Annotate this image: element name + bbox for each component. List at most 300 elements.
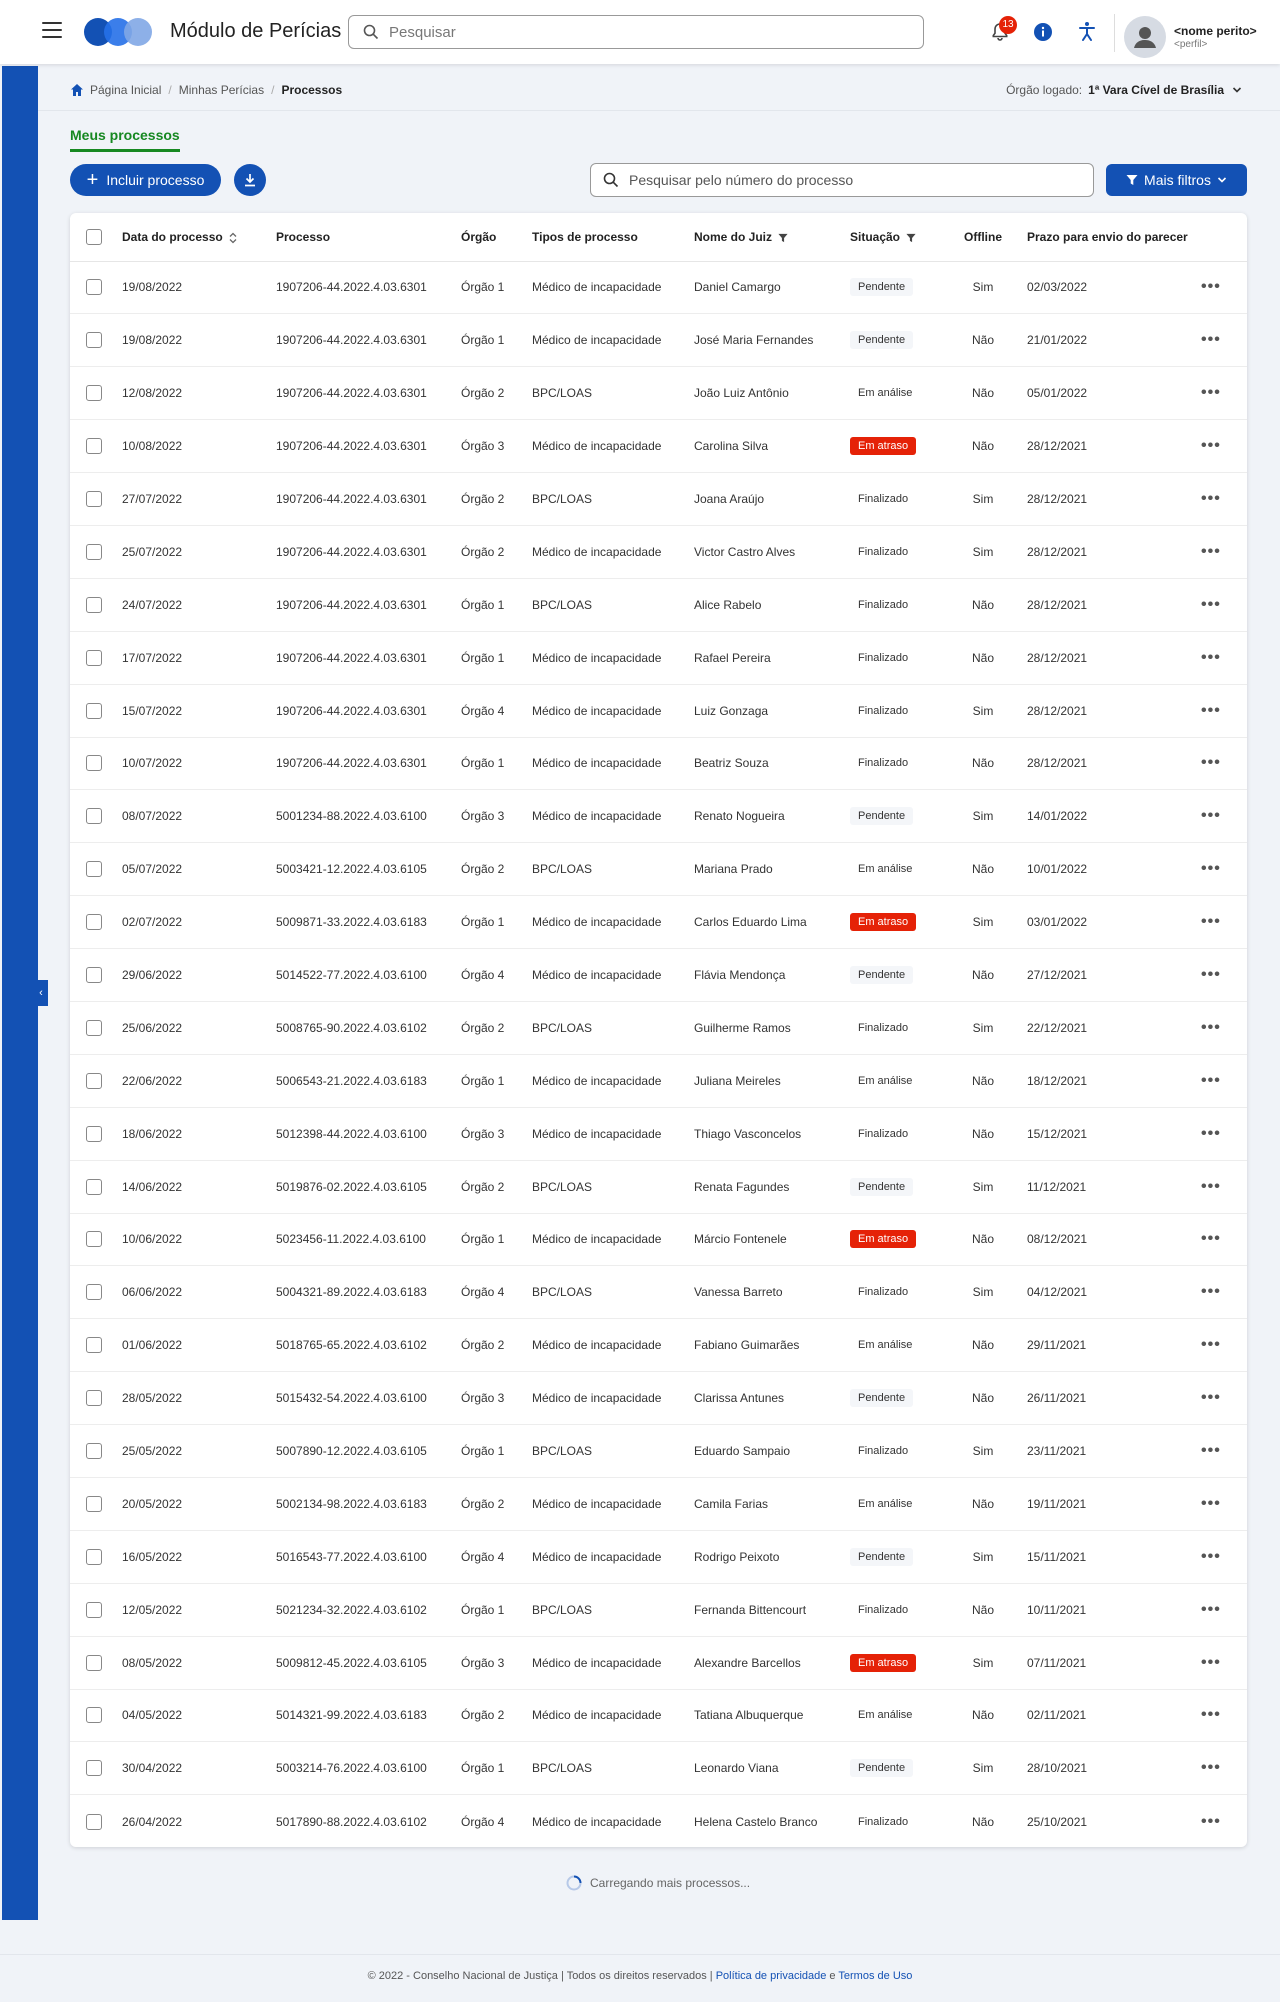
cell-processo: 1907206-44.2022.4.03.6301 — [276, 631, 461, 684]
cell-processo: 5021234-32.2022.4.03.6102 — [276, 1583, 461, 1636]
cell-offline: Não — [951, 631, 1015, 684]
accessibility-icon[interactable] — [1076, 20, 1098, 42]
cell-juiz: Renata Fagundes — [694, 1160, 850, 1213]
cell-offline: Não — [951, 1372, 1015, 1425]
cell-prazo: 05/01/2022 — [1015, 367, 1201, 420]
cell-orgao: Órgão 3 — [461, 1636, 532, 1689]
table-row[interactable] — [70, 1319, 1247, 1372]
cell-orgao: Órgão 2 — [461, 1319, 532, 1372]
col-processo: Processo — [276, 213, 461, 261]
cell-juiz: Tatiana Albuquerque — [694, 1689, 850, 1742]
more-horizontal-icon[interactable]: ••• — [1201, 331, 1221, 349]
status-badge: Em análise — [858, 1074, 913, 1087]
cell-offline: Não — [951, 737, 1015, 790]
table-row[interactable] — [70, 1107, 1247, 1160]
status-badge: Finalizado — [858, 1021, 909, 1034]
status-badge: Pendente — [850, 1389, 913, 1407]
cell-tipo: Médico de incapacidade — [532, 684, 694, 737]
cell-tipo: BPC/LOAS — [532, 1425, 694, 1478]
status-badge: Em análise — [858, 863, 913, 876]
orgao-selector[interactable] — [1006, 83, 1242, 97]
cell-data: 29/06/2022 — [122, 949, 276, 1002]
cell-offline: Sim — [951, 1530, 1015, 1583]
breadcrumb-separator: / — [168, 83, 172, 97]
cell-processo: 5019876-02.2022.4.03.6105 — [276, 1160, 461, 1213]
info-icon[interactable] — [1034, 23, 1052, 41]
row-checkbox[interactable] — [86, 1602, 102, 1618]
table-row[interactable] — [70, 1583, 1247, 1636]
table-row[interactable] — [70, 737, 1247, 790]
more-horizontal-icon[interactable]: ••• — [1201, 1812, 1221, 1830]
cell-prazo: 28/12/2021 — [1015, 473, 1201, 526]
cell-tipo: BPC/LOAS — [532, 1160, 694, 1213]
table-row[interactable] — [70, 1266, 1247, 1319]
more-horizontal-icon[interactable]: ••• — [1201, 1759, 1221, 1777]
table-row[interactable] — [70, 525, 1247, 578]
table-row[interactable] — [70, 1425, 1247, 1478]
privacy-link[interactable]: Política de privacidade — [715, 1970, 827, 1982]
table-row[interactable] — [70, 1372, 1247, 1425]
cell-offline: Sim — [951, 1742, 1015, 1795]
cell-orgao: Órgão 3 — [461, 790, 532, 843]
cell-offline: Não — [951, 1319, 1015, 1372]
cell-prazo: 28/12/2021 — [1015, 631, 1201, 684]
table-row[interactable] — [70, 1001, 1247, 1054]
breadcrumb — [70, 83, 342, 97]
more-horizontal-icon[interactable]: ••• — [1201, 490, 1221, 507]
cell-tipo: Médico de incapacidade — [532, 1054, 694, 1107]
row-checkbox[interactable] — [86, 1020, 102, 1036]
cell-data: 19/08/2022 — [122, 261, 276, 314]
tab-meus-processos[interactable]: Meus processos — [70, 127, 180, 152]
cell-prazo: 18/12/2021 — [1015, 1054, 1201, 1107]
chevron-down-icon[interactable] — [1232, 85, 1242, 95]
status-badge: Finalizado — [858, 493, 909, 505]
cell-processo: 1907206-44.2022.4.03.6301 — [276, 473, 461, 526]
cell-tipo: BPC/LOAS — [532, 367, 694, 420]
cell-juiz: Eduardo Sampaio — [694, 1425, 850, 1478]
footer — [0, 1970, 1280, 1982]
cell-orgao: Órgão 2 — [461, 1477, 532, 1530]
row-checkbox[interactable] — [86, 1179, 102, 1195]
cell-processo: 5018765-65.2022.4.03.6102 — [276, 1319, 461, 1372]
cell-orgao: Órgão 2 — [461, 1160, 532, 1213]
cell-processo: 5017890-88.2022.4.03.6102 — [276, 1814, 427, 1829]
cell-juiz: Mariana Prado — [694, 843, 850, 896]
cell-data: 25/05/2022 — [122, 1425, 276, 1478]
cell-offline: Não — [951, 1477, 1015, 1530]
row-checkbox[interactable] — [86, 1760, 102, 1776]
more-horizontal-icon[interactable]: ••• — [1201, 1336, 1221, 1354]
more-filters-button[interactable] — [1106, 164, 1247, 196]
cell-processo: 5003214-76.2022.4.03.6100 — [276, 1742, 461, 1795]
cell-juiz: João Luiz Antônio — [694, 367, 850, 420]
cell-offline: Sim — [951, 896, 1015, 949]
home-icon[interactable] — [70, 83, 84, 97]
cell-offline: Não — [951, 1213, 1015, 1266]
cell-juiz: Alexandre Barcellos — [694, 1636, 850, 1689]
row-checkbox[interactable] — [86, 1814, 102, 1830]
row-checkbox[interactable] — [86, 967, 102, 983]
cell-orgao: Órgão 2 — [461, 525, 532, 578]
more-horizontal-icon[interactable]: ••• — [1201, 1653, 1221, 1671]
cell-juiz: Leonardo Viana — [694, 1742, 850, 1795]
row-checkbox[interactable] — [86, 544, 102, 560]
more-horizontal-icon[interactable]: ••• — [1201, 595, 1221, 613]
breadcrumb-separator: / — [271, 83, 275, 97]
cell-tipo: Médico de incapacidade — [532, 261, 694, 314]
row-checkbox[interactable] — [86, 1231, 102, 1247]
cell-offline: Não — [951, 420, 1015, 473]
more-horizontal-icon[interactable]: ••• — [1201, 1124, 1221, 1142]
cell-data: 25/07/2022 — [122, 525, 276, 578]
col-data-processo[interactable] — [122, 213, 276, 261]
footer-and: e — [826, 1970, 839, 1982]
cell-orgao: Órgão 4 — [461, 1814, 505, 1829]
user-name[interactable]: <nome perito> — [1174, 24, 1257, 38]
cell-tipo: Médico de incapacidade — [532, 1319, 694, 1372]
cell-data: 01/06/2022 — [122, 1319, 276, 1372]
cell-processo: 1907206-44.2022.4.03.6301 — [276, 684, 461, 737]
row-checkbox[interactable] — [86, 385, 102, 401]
cell-prazo: 11/12/2021 — [1015, 1160, 1201, 1213]
cell-juiz: Helena Castelo Branco — [694, 1814, 818, 1829]
more-horizontal-icon[interactable]: ••• — [1201, 913, 1221, 931]
select-all-checkbox[interactable] — [86, 229, 102, 245]
more-horizontal-icon[interactable]: ••• — [1201, 1230, 1221, 1248]
cell-data: 30/04/2022 — [122, 1742, 276, 1795]
cell-juiz: Beatriz Souza — [694, 737, 850, 790]
spinner-icon — [566, 1875, 582, 1891]
more-horizontal-icon[interactable]: ••• — [1201, 648, 1221, 666]
download-button[interactable] — [234, 164, 266, 196]
side-menu-toggle[interactable] — [34, 980, 48, 1006]
row-checkbox[interactable] — [86, 279, 102, 295]
row-checkbox[interactable] — [86, 861, 102, 877]
more-horizontal-icon[interactable]: ••• — [1201, 701, 1221, 719]
table-row[interactable] — [70, 261, 1247, 314]
cell-orgao: Órgão 4 — [461, 949, 532, 1002]
row-checkbox[interactable] — [86, 1443, 102, 1459]
orgao-value[interactable]: 1ª Vara Cível de Brasília — [1088, 83, 1224, 97]
user-icon — [1124, 16, 1166, 58]
cell-data: 28/05/2022 — [122, 1372, 276, 1425]
cell-data: 27/07/2022 — [122, 473, 276, 526]
cell-orgao: Órgão 1 — [461, 1742, 532, 1795]
row-checkbox[interactable] — [86, 1284, 102, 1300]
notification-badge: 13 — [999, 16, 1017, 34]
process-search-input[interactable] — [629, 172, 1069, 188]
global-search[interactable] — [348, 15, 924, 49]
table-row[interactable] — [70, 631, 1247, 684]
cell-offline: Sim — [951, 261, 1015, 314]
sort-icon[interactable] — [229, 232, 237, 244]
status-badge: Em atraso — [850, 913, 916, 931]
cell-tipo: Médico de incapacidade — [532, 790, 694, 843]
cell-processo: 5003421-12.2022.4.03.6105 — [276, 843, 461, 896]
more-horizontal-icon[interactable]: ••• — [1201, 1494, 1221, 1512]
cell-processo: 5008765-90.2022.4.03.6102 — [276, 1001, 461, 1054]
more-horizontal-icon[interactable]: ••• — [1201, 1177, 1221, 1195]
row-checkbox[interactable] — [86, 703, 102, 719]
cell-data: 04/05/2022 — [122, 1689, 276, 1742]
cell-data: 17/07/2022 — [122, 631, 276, 684]
cell-orgao: Órgão 4 — [461, 1266, 532, 1319]
more-horizontal-icon[interactable]: ••• — [1201, 1547, 1221, 1565]
table-row[interactable] — [70, 790, 1247, 843]
cell-offline: Sim — [951, 684, 1015, 737]
more-filters-label: Mais filtros — [1144, 172, 1211, 188]
col-offline: Offline — [951, 213, 1015, 261]
cell-data: 10/06/2022 — [122, 1213, 276, 1266]
row-checkbox[interactable] — [86, 1549, 102, 1565]
status-badge: Em atraso — [850, 1654, 916, 1672]
cell-orgao: Órgão 4 — [461, 684, 532, 737]
cell-tipo: Médico de incapacidade — [532, 737, 694, 790]
cell-processo: 1907206-44.2022.4.03.6301 — [276, 578, 461, 631]
cell-data: 16/05/2022 — [122, 1530, 276, 1583]
cell-data: 20/05/2022 — [122, 1477, 276, 1530]
cell-tipo: BPC/LOAS — [532, 1266, 694, 1319]
cell-processo: 1907206-44.2022.4.03.6301 — [276, 261, 461, 314]
cell-orgao: Órgão 1 — [461, 261, 532, 314]
more-horizontal-icon[interactable]: ••• — [1201, 384, 1221, 402]
menu-icon[interactable] — [42, 22, 62, 38]
breadcrumb-minhas-pericias[interactable]: Minhas Perícias — [178, 83, 265, 97]
row-checkbox[interactable] — [86, 597, 102, 613]
table-row[interactable] — [70, 684, 1247, 737]
cell-prazo: 07/11/2021 — [1015, 1636, 1201, 1689]
cell-prazo: 28/12/2021 — [1015, 420, 1201, 473]
more-horizontal-icon[interactable]: ••• — [1201, 860, 1221, 878]
row-checkbox[interactable] — [86, 1390, 102, 1406]
cell-tipo: Médico de incapacidade — [532, 525, 694, 578]
cell-orgao: Órgão 1 — [461, 896, 532, 949]
plus-icon: + — [86, 169, 99, 191]
status-badge: Finalizado — [858, 757, 909, 770]
cell-processo: 5007890-12.2022.4.03.6105 — [276, 1425, 461, 1478]
chevron-left-icon: ‹ — [39, 987, 43, 999]
cell-juiz: Carlos Eduardo Lima — [694, 896, 850, 949]
col-actions — [1201, 213, 1247, 261]
loading-text: Carregando mais processos... — [590, 1876, 751, 1890]
table-row[interactable] — [70, 420, 1247, 473]
cell-offline: Sim — [951, 1266, 1015, 1319]
cell-data: 15/07/2022 — [122, 684, 276, 737]
status-badge: Pendente — [850, 1759, 913, 1777]
row-checkbox[interactable] — [86, 1337, 102, 1353]
more-horizontal-icon[interactable]: ••• — [1201, 278, 1221, 296]
download-icon — [243, 173, 257, 187]
cell-tipo: Médico de incapacidade — [532, 314, 694, 367]
table-row[interactable] — [70, 314, 1247, 367]
row-checkbox[interactable] — [86, 1073, 102, 1089]
cell-offline: Sim — [951, 1636, 1015, 1689]
cell-orgao: Órgão 4 — [461, 1530, 532, 1583]
top-header — [0, 0, 1280, 64]
cell-data: 02/07/2022 — [122, 896, 276, 949]
cell-tipo: Médico de incapacidade — [532, 1372, 694, 1425]
cell-data: 22/06/2022 — [122, 1054, 276, 1107]
cell-tipo: BPC/LOAS — [532, 843, 694, 896]
cell-offline: Não — [951, 1583, 1015, 1636]
more-horizontal-icon[interactable]: ••• — [1201, 1600, 1221, 1618]
cell-tipo: Médico de incapacidade — [532, 1213, 694, 1266]
col-nome-juiz[interactable] — [694, 213, 850, 261]
table-row[interactable] — [70, 896, 1247, 949]
cell-data: 14/06/2022 — [122, 1160, 276, 1213]
table-row[interactable] — [70, 367, 1247, 420]
cell-processo: 5004321-89.2022.4.03.6183 — [276, 1266, 461, 1319]
row-checkbox[interactable] — [86, 438, 102, 454]
row-checkbox[interactable] — [86, 491, 102, 507]
table-row[interactable] — [70, 1530, 1247, 1583]
cell-offline: Sim — [951, 1160, 1015, 1213]
global-search-input[interactable] — [389, 24, 889, 41]
cell-juiz: Luiz Gonzaga — [694, 684, 850, 737]
cell-data: 10/07/2022 — [122, 737, 276, 790]
cell-processo: 5016543-77.2022.4.03.6100 — [276, 1530, 461, 1583]
status-badge: Finalizado — [858, 545, 909, 558]
row-checkbox[interactable] — [86, 1707, 102, 1723]
chevron-down-icon — [1217, 175, 1227, 185]
status-badge: Pendente — [850, 807, 913, 825]
cell-orgao: Órgão 3 — [461, 1107, 532, 1160]
cell-orgao: Órgão 1 — [461, 1213, 532, 1266]
more-horizontal-icon[interactable]: ••• — [1201, 1389, 1221, 1407]
cell-offline: Não — [951, 1107, 1015, 1160]
cell-processo: 1907206-44.2022.4.03.6301 — [276, 525, 461, 578]
cell-processo: 5009871-33.2022.4.03.6183 — [276, 896, 461, 949]
more-horizontal-icon[interactable]: ••• — [1201, 437, 1221, 455]
cell-tipo: BPC/LOAS — [532, 578, 694, 631]
table-row[interactable] — [70, 1160, 1247, 1213]
cell-juiz: Clarissa Antunes — [694, 1372, 850, 1425]
cell-orgao: Órgão 3 — [461, 1372, 532, 1425]
table-row[interactable] — [70, 1213, 1247, 1266]
more-horizontal-icon[interactable]: ••• — [1201, 1283, 1221, 1301]
cell-prazo: 28/12/2021 — [1015, 578, 1201, 631]
cell-data: 12/05/2022 — [122, 1583, 276, 1636]
cell-data: 19/08/2022 — [122, 314, 276, 367]
more-horizontal-icon[interactable]: ••• — [1201, 966, 1221, 984]
cell-juiz: Daniel Camargo — [694, 261, 850, 314]
more-horizontal-icon[interactable]: ••• — [1201, 754, 1221, 772]
cell-juiz: Rodrigo Peixoto — [694, 1530, 850, 1583]
status-badge: Pendente — [850, 1548, 913, 1566]
process-search[interactable] — [590, 163, 1094, 197]
row-checkbox[interactable] — [86, 808, 102, 824]
table-row[interactable] — [70, 1636, 1247, 1689]
more-horizontal-icon[interactable]: ••• — [1201, 542, 1221, 560]
table-row[interactable] — [70, 1689, 1247, 1742]
table-row[interactable] — [70, 1742, 1247, 1795]
row-checkbox[interactable] — [86, 332, 102, 348]
row-checkbox[interactable] — [86, 1655, 102, 1671]
filter-icon[interactable] — [906, 233, 916, 243]
cell-orgao: Órgão 2 — [461, 1689, 532, 1742]
cell-offline: Não — [951, 1054, 1015, 1107]
cell-prazo: 26/11/2021 — [1015, 1372, 1201, 1425]
row-checkbox[interactable] — [86, 1126, 102, 1142]
cell-prazo: 25/10/2021 — [1027, 1814, 1088, 1829]
user-role: <perfil> — [1174, 39, 1208, 50]
cell-juiz: Juliana Meireles — [694, 1054, 850, 1107]
row-checkbox[interactable] — [86, 1496, 102, 1512]
table-row[interactable] — [70, 1795, 1247, 1848]
more-horizontal-icon[interactable]: ••• — [1201, 807, 1221, 825]
breadcrumb-home[interactable]: Página Inicial — [90, 83, 162, 97]
cell-data: 06/06/2022 — [122, 1266, 276, 1319]
status-badge: Em análise — [858, 1709, 913, 1722]
cell-orgao: Órgão 1 — [461, 631, 532, 684]
table-row[interactable] — [70, 578, 1247, 631]
app-title: Módulo de Perícias — [170, 20, 342, 42]
cell-offline: Sim — [951, 1425, 1015, 1478]
cell-tipo: Médico de incapacidade — [532, 1107, 694, 1160]
cell-tipo: BPC/LOAS — [532, 1583, 694, 1636]
row-checkbox[interactable] — [86, 650, 102, 666]
cell-orgao: Órgão 1 — [461, 1425, 532, 1478]
cell-tipo: BPC/LOAS — [532, 1001, 694, 1054]
cell-juiz: Victor Castro Alves — [694, 525, 850, 578]
col-situacao[interactable] — [850, 213, 951, 261]
filter-icon[interactable] — [778, 233, 788, 243]
row-checkbox[interactable] — [86, 755, 102, 771]
cell-offline: Não — [951, 578, 1015, 631]
cell-orgao: Órgão 1 — [461, 737, 532, 790]
app-logo — [84, 18, 156, 46]
status-badge: Em atraso — [850, 437, 916, 455]
filter-icon — [1126, 174, 1138, 186]
status-badge: Finalizado — [858, 704, 909, 717]
more-horizontal-icon[interactable]: ••• — [1201, 1018, 1221, 1036]
more-horizontal-icon[interactable]: ••• — [1201, 1071, 1221, 1089]
cell-juiz: Márcio Fontenele — [694, 1213, 850, 1266]
more-horizontal-icon[interactable]: ••• — [1201, 1706, 1221, 1724]
cell-processo: 5006543-21.2022.4.03.6183 — [276, 1054, 461, 1107]
col-orgao: Órgão — [461, 213, 532, 261]
table-row[interactable] — [70, 473, 1247, 526]
status-badge: Finalizado — [858, 1603, 909, 1616]
cell-offline: Não — [951, 949, 1015, 1002]
cell-juiz: Camila Farias — [694, 1477, 850, 1530]
cell-orgao: Órgão 1 — [461, 578, 532, 631]
more-horizontal-icon[interactable]: ••• — [1201, 1442, 1221, 1460]
cell-juiz: José Maria Fernandes — [694, 314, 850, 367]
loading-indicator — [566, 1875, 750, 1891]
row-checkbox[interactable] — [86, 914, 102, 930]
cell-offline: Não — [951, 1689, 1015, 1742]
cell-juiz: Rafael Pereira — [694, 631, 850, 684]
status-badge: Finalizado — [858, 1286, 909, 1299]
avatar[interactable] — [1124, 16, 1166, 58]
table-row[interactable] — [70, 843, 1247, 896]
terms-link[interactable]: Termos de Uso — [838, 1970, 913, 1982]
include-process-button[interactable] — [70, 164, 221, 196]
cell-tipo: Médico de incapacidade — [532, 1689, 694, 1742]
cell-juiz: Guilherme Ramos — [694, 1001, 850, 1054]
process-table — [70, 213, 1247, 1848]
cell-processo: 1907206-44.2022.4.03.6301 — [276, 420, 461, 473]
table-row[interactable] — [70, 1054, 1247, 1107]
cell-data: 05/07/2022 — [122, 843, 276, 896]
cell-orgao: Órgão 2 — [461, 1001, 532, 1054]
table-row[interactable] — [70, 1477, 1247, 1530]
cell-offline: Sim — [951, 473, 1015, 526]
table-row[interactable] — [70, 949, 1247, 1002]
footer-copyright: © 2022 - Conselho Nacional de Justiça | Todos os direitos reservados | — [367, 1970, 716, 1982]
